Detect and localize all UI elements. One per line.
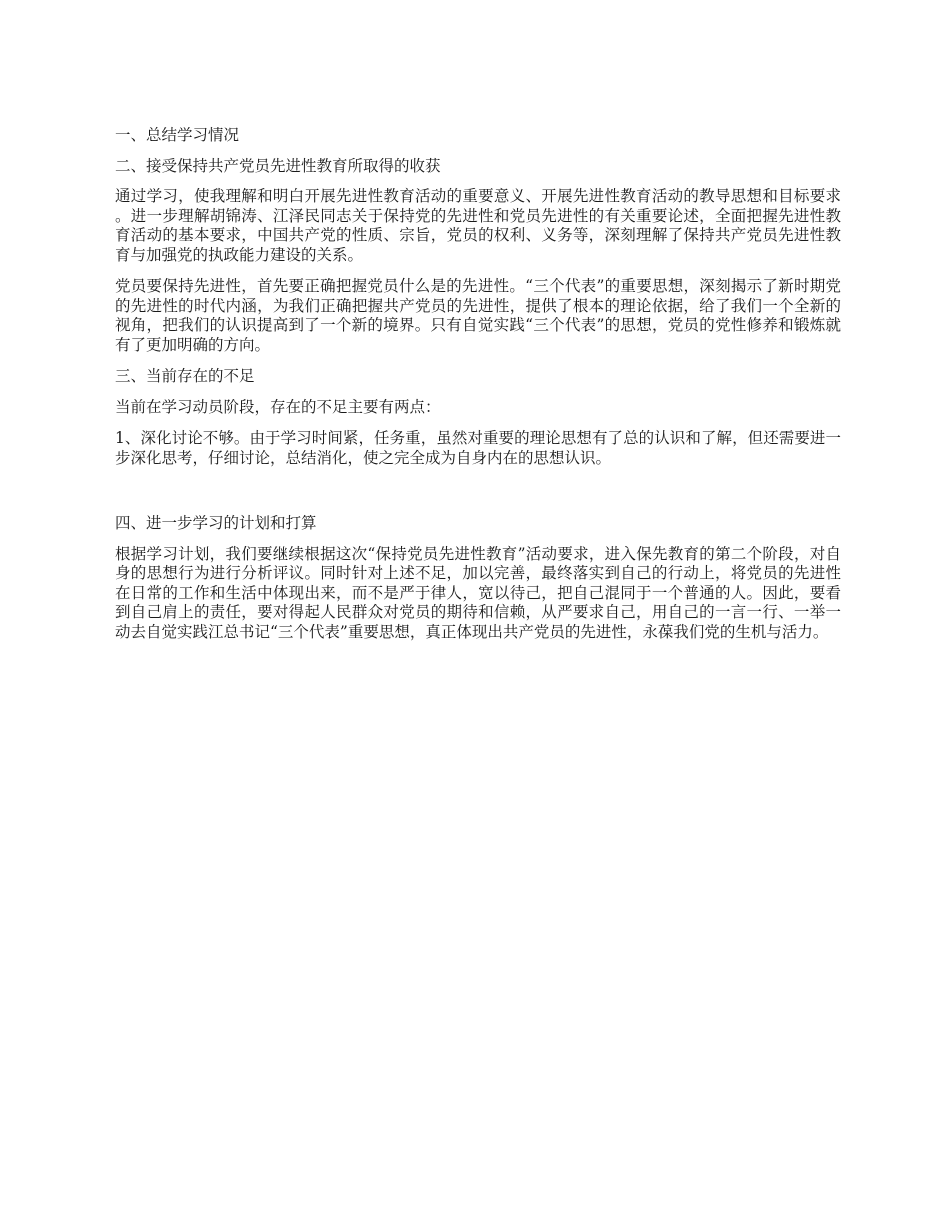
section-heading-plan: 四、进一步学习的计划和打算 — [115, 514, 317, 532]
section-heading-gains: 二、接受保持共产党员先进性教育所取得的收获 — [115, 156, 441, 175]
document-body — [115, 126, 841, 654]
paragraph-learning-outcome: 通过学习，使我理解和明白开展先进性教育活动的重要意义、开展先进性教育活动的教导思想和目标要求。进一步理解胡锦涛、江泽民同志关于保持党的先进性和党员先进性的有关重要论述，全面把握先进性教育活动的基本要求，中国共产党的性质、宗旨，党员的权利、义务等，深刻理解了保持共产党员先进性教育与加强党的执政能力建设的关系。 — [115, 187, 841, 264]
paragraph-shortcomings-intro: 当前在学习动员阶段，存在的不足主要有两点： — [115, 397, 441, 416]
section-heading-summary: 一、总结学习情况 — [115, 126, 240, 144]
paragraph-advancedness: 党员要保持先进性，首先要正确把握党员什么是的先进性。“三个代表”的重要思想，深刻揭示了新时期党的先进性的时代内涵，为我们正确把握共产党员的先进性，提供了根本的理论依据，给了我们一个全新的视角，把我们的认识提高到了一个新的境界。只有自觉实践“三个代表”的思想，党员的党性修养和锻炼就有了更加明确的方向。 — [115, 277, 841, 354]
paragraph-shortcoming-1: 1、深化讨论不够。由于学习时间紧，任务重，虽然对重要的理论思想有了总的认识和了解，但还需要进一步深化思考，仔细讨论，总结消化，使之完全成为自身内在的思想认识。 — [115, 429, 841, 467]
paragraph-plan: 根据学习计划，我们要继续根据这次“保持党员先进性教育”活动要求，进入保先教育的第二个阶段，对自身的思想行为进行分析评议。同时针对上述不足，加以完善，最终落实到自己的行动上，将党员的先进性在日常的工作和生活中体现出来，而不是严于律人，宽以待己，把自己混同于一个普通的人。因此，要看到自己肩上的责任，要对得起人民群众对党员的期待和信赖，从严要求自己，用自己的一言一行、一举一动去自觉实践江总书记“三个代表”重要思想，真正体现出共产党员的先进性，永葆我们党的生机与活力。 — [115, 544, 841, 641]
section-heading-shortcomings: 三、当前存在的不足 — [115, 367, 255, 385]
